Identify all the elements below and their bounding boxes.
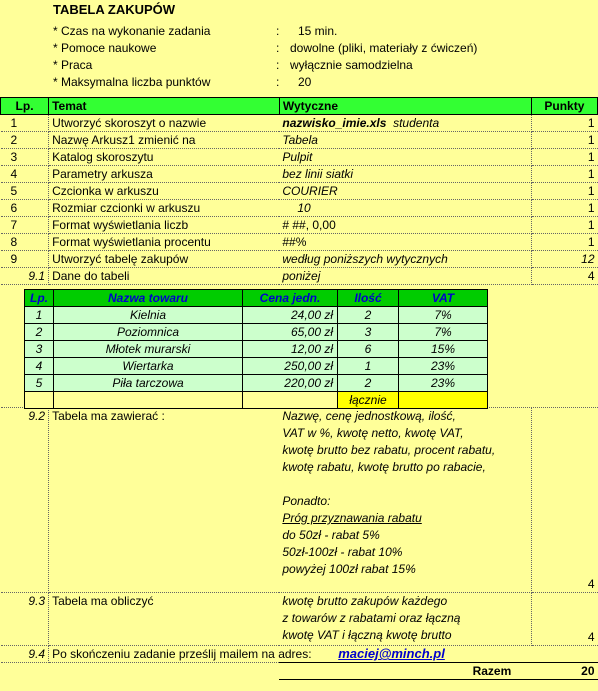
info-colon: : (276, 58, 280, 72)
product-row (25, 341, 488, 358)
product-name: Piła tarczowa (54, 375, 243, 392)
guideline-line: do 50zł - rabat 5% (282, 528, 380, 542)
product-row (25, 358, 488, 375)
task-lp: 6 (1, 200, 49, 217)
task-temat: Czcionka w arkuszu (49, 183, 280, 200)
task-punkty: 1 (531, 200, 597, 217)
info-work-label: * Praca (53, 58, 93, 72)
guideline-line: Próg przyznawania rabatu (282, 511, 422, 525)
product-price: 220,00 zł (243, 375, 338, 392)
info-colon: : (276, 41, 280, 55)
task-lp: 1 (1, 115, 49, 132)
task-punkty: 4 (531, 268, 597, 285)
info-work-value: wyłącznie samodzielna (290, 58, 413, 72)
task-temat: Tabela ma obliczyć (49, 593, 280, 646)
total-row (1, 663, 598, 680)
product-lp: 4 (25, 358, 54, 375)
info-time-value: 15 min. (298, 24, 338, 38)
task-wytyczne-filename: nazwisko_imie.xls (282, 116, 387, 130)
products-header-qty: Ilość (338, 290, 399, 307)
task-temat: Utworzyć skoroszyt o nazwie (49, 115, 280, 132)
task-row (1, 200, 598, 217)
task-lp: 8 (1, 234, 49, 251)
product-vat: 7% (399, 307, 488, 324)
task-temat: Nazwę Arkusz1 zmienić na (49, 132, 280, 149)
product-row (25, 324, 488, 341)
guideline-line: Ponadto: (282, 494, 331, 508)
task-lp: 9.3 (1, 593, 49, 646)
products-total-value (399, 392, 488, 409)
product-name: Wiertarka (54, 358, 243, 375)
guideline-line: z towarów z rabatami oraz łączną (282, 611, 461, 625)
product-name: Młotek murarski (54, 341, 243, 358)
total-label: Razem (279, 663, 531, 680)
task-temat: Parametry arkusza (49, 166, 280, 183)
task-wytyczne-list (279, 593, 531, 646)
guideline-line: VAT w %, kwotę netto, kwotę VAT, (282, 426, 464, 440)
products-total-row (25, 392, 488, 409)
header-punkty: Punkty (531, 98, 597, 115)
products-header-price: Cena jedn. (243, 290, 338, 307)
task-temat (49, 646, 532, 663)
products-header-name: Nazwa towaru (54, 290, 243, 307)
products-header-lp: Lp. (25, 290, 54, 307)
products-table (24, 289, 488, 409)
task-row (1, 149, 598, 166)
product-name: Kielnia (54, 307, 243, 324)
task-lp: 9.2 (1, 408, 49, 593)
info-colon: : (276, 24, 280, 38)
product-price: 12,00 zł (243, 341, 338, 358)
guideline-line: kwotę VAT i łączną kwotę brutto (282, 628, 452, 642)
task-row (1, 268, 598, 285)
task-punkty: 1 (531, 132, 597, 149)
task-temat: Rozmiar czcionki w arkuszu (49, 200, 280, 217)
product-lp: 2 (25, 324, 54, 341)
tasks-header-row (1, 98, 598, 115)
task-row-9-4 (1, 646, 598, 663)
task-lp: 4 (1, 166, 49, 183)
product-vat: 23% (399, 375, 488, 392)
guideline-line (282, 476, 527, 493)
task-row-9-2 (1, 408, 598, 593)
product-price: 250,00 zł (243, 358, 338, 375)
task-wytyczne: poniżej (279, 268, 531, 285)
task-row (1, 234, 598, 251)
header-wytyczne: Wytyczne (279, 98, 531, 115)
task-row (1, 217, 598, 234)
product-vat: 23% (399, 358, 488, 375)
products-header-vat: VAT (399, 290, 488, 307)
task-punkty: 1 (531, 115, 597, 132)
info-aids-label: * Pomoce naukowe (53, 41, 157, 55)
task-temat: Format wyświetlania liczb (49, 217, 280, 234)
task-lp: 9.4 (1, 646, 49, 663)
task-row-9-3 (1, 593, 598, 646)
info-aids-value: dowolne (pliki, materiały z ćwiczeń) (290, 41, 478, 55)
guideline-line: Nazwę, cenę jednostkową, ilość, (282, 409, 456, 423)
task-wytyczne: Tabela (279, 132, 531, 149)
task-wytyczne: Pulpit (279, 149, 531, 166)
email-link[interactable]: maciej@minch.pl (338, 646, 445, 661)
product-lp: 3 (25, 341, 54, 358)
info-points-value: 20 (298, 75, 312, 89)
task-wytyczne: # ##, 0,00 (279, 217, 531, 234)
product-price: 65,00 zł (243, 324, 338, 341)
task-wytyczne: według poniższych wytycznych (279, 251, 531, 268)
product-row (25, 307, 488, 324)
product-qty: 1 (338, 358, 399, 375)
task-punkty: 1 (531, 217, 597, 234)
task-wytyczne-list (279, 408, 531, 593)
task-wytyczne: ##% (279, 234, 531, 251)
info-points-label: * Maksymalna liczba punktów (53, 75, 211, 89)
info-time-label: * Czas na wykonanie zadania (53, 24, 211, 38)
page-title: TABELA ZAKUPÓW (53, 2, 176, 17)
guideline-line: 50zł-100zł - rabat 10% (282, 545, 403, 559)
task-wytyczne: COURIER (279, 183, 531, 200)
task-row (1, 251, 598, 268)
guideline-line: powyżej 100zł rabat 15% (282, 562, 416, 576)
guideline-line: kwotę rabatu, kwotę brutto po rabacie, (282, 460, 486, 474)
task-lp: 5 (1, 183, 49, 200)
task-temat: Format wyświetlania procentu (49, 234, 280, 251)
product-row (25, 375, 488, 392)
task-punkty: 1 (531, 234, 597, 251)
header-temat: Temat (49, 98, 280, 115)
task-lp: 2 (1, 132, 49, 149)
header-lp: Lp. (1, 98, 49, 115)
task-temat: Tabela ma zawierać : (49, 408, 280, 593)
task-lp: 9.1 (1, 268, 49, 285)
product-qty: 2 (338, 375, 399, 392)
task-temat: Dane do tabeli (49, 268, 280, 285)
product-price: 24,00 zł (243, 307, 338, 324)
guideline-line: kwotę brutto zakupów każdego (282, 594, 448, 608)
task-wytyczne-text: studenta (393, 116, 440, 130)
guideline-line (282, 578, 527, 592)
products-total-label: łącznie (338, 392, 399, 409)
total-value: 20 (531, 663, 597, 680)
task-lp: 9 (1, 251, 49, 268)
task-punkty: 4 (531, 593, 597, 646)
task-lp: 3 (1, 149, 49, 166)
task-wytyczne (279, 115, 531, 132)
task-wytyczne: 10 (279, 200, 531, 217)
task-row (1, 132, 598, 149)
product-qty: 3 (338, 324, 399, 341)
info-colon: : (276, 75, 280, 89)
product-vat: 7% (399, 324, 488, 341)
product-qty: 2 (338, 307, 399, 324)
product-lp: 1 (25, 307, 54, 324)
task-lp: 7 (1, 217, 49, 234)
task-punkty: 4 (531, 408, 597, 593)
product-qty: 6 (338, 341, 399, 358)
task-wytyczne: bez linii siatki (279, 166, 531, 183)
products-header-row (25, 290, 488, 307)
task-temat: Utworzyć tabelę zakupów (49, 251, 280, 268)
task-punkty: 1 (531, 183, 597, 200)
product-lp: 5 (25, 375, 54, 392)
task-punkty: 1 (531, 149, 597, 166)
guideline-line: kwotę brutto bez rabatu, procent rabatu, (282, 443, 496, 457)
task-row (1, 115, 598, 132)
task-temat: Katalog skoroszytu (49, 149, 280, 166)
task-row (1, 183, 598, 200)
product-vat: 15% (399, 341, 488, 358)
product-name: Poziomnica (54, 324, 243, 341)
task-punkty: 1 (531, 166, 597, 183)
task-row (1, 166, 598, 183)
task-temat-text: Po skończeniu zadanie prześlij mailem na adres: (52, 647, 312, 661)
task-punkty: 12 (531, 251, 597, 268)
